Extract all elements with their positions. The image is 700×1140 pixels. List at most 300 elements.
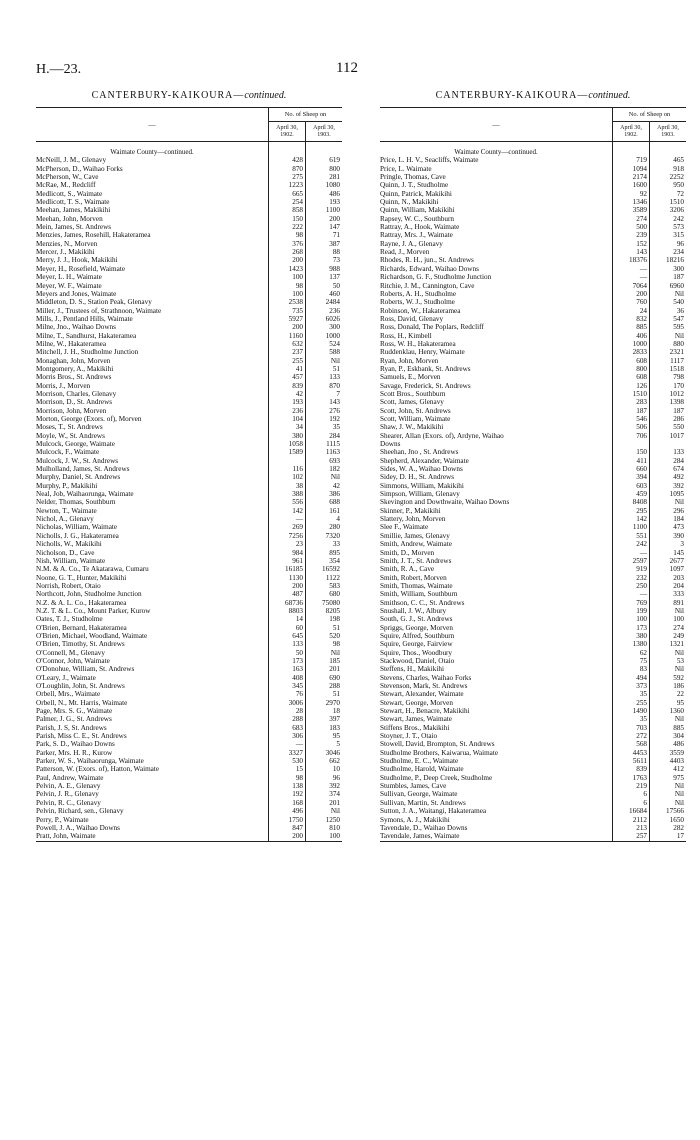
owner-name: Murphy, P., Makikihi xyxy=(36,481,98,490)
section-spacer xyxy=(269,142,306,157)
table-row xyxy=(380,782,686,790)
owner-name: Symons, A. J., Makikihi xyxy=(380,815,450,824)
table-row xyxy=(380,273,686,281)
sheep-1902: 143 xyxy=(613,248,650,256)
sheep-1903: 96 xyxy=(676,239,684,248)
table-row xyxy=(380,690,686,698)
sheep-1902: 847 xyxy=(269,824,306,832)
sheep-1902: 3589 xyxy=(613,206,650,214)
table-row xyxy=(36,482,342,490)
section-spacer xyxy=(613,142,650,157)
owner-name: Scott, John, St. Andrews xyxy=(380,406,451,415)
owner-name: Squire, George, Fairview xyxy=(380,640,453,649)
owner-name: Mulcock, F., Waimate xyxy=(36,448,100,457)
sheep-1903: 2484 xyxy=(325,298,340,307)
table-row xyxy=(36,574,342,582)
owner-name: Orbell, N., Mt. Harris, Waimate xyxy=(36,698,128,707)
table-row xyxy=(380,557,686,565)
table-row xyxy=(36,523,342,531)
owner-name: McPherson, D., Waihao Forks xyxy=(36,164,123,173)
sheep-1902: 142 xyxy=(269,507,306,515)
section-spacer xyxy=(650,142,687,157)
table-row xyxy=(36,390,342,398)
owner-name: Morrison, D., St. Andrews xyxy=(36,398,113,407)
table-row xyxy=(380,540,686,548)
owner-name: Pelvin, R. C., Glenavy xyxy=(36,798,101,807)
sheep-1902: 35 xyxy=(613,690,650,698)
sheep-1903: 810 xyxy=(329,823,340,832)
owner-name: Quinn, J. T., Studholme xyxy=(380,181,449,190)
sheep-1903: 662 xyxy=(329,757,340,766)
table-row xyxy=(380,240,686,248)
owner-name: Morton, George (Exors. of), Morven xyxy=(36,415,142,423)
table-row xyxy=(380,624,686,632)
owner-name: Moses, T., St. Andrews xyxy=(36,423,103,432)
sheep-1902: 237 xyxy=(269,348,306,356)
sheep-1902: 8408 xyxy=(613,498,650,506)
owner-name: Scott, James, Glenavy xyxy=(380,398,444,407)
sheep-1902: 858 xyxy=(269,206,306,214)
sheep-1903: 520 xyxy=(329,631,340,640)
sheep-1902: 1763 xyxy=(613,774,650,782)
owner-name: Stewart, Alexander, Waimate xyxy=(380,690,464,699)
sheep-1903: 690 xyxy=(329,673,340,682)
sheep-1903: 280 xyxy=(329,523,340,532)
sheep-1903: 412 xyxy=(673,765,684,774)
sheep-1902: 530 xyxy=(269,757,306,765)
owner-name: N.M. & A. Co., Te Akatarawa, Cumaru xyxy=(36,565,149,574)
owner-name: Shaw, J. W., Makikihi xyxy=(380,423,444,432)
sheep-1902: 199 xyxy=(613,607,650,615)
sheep-1902: 242 xyxy=(613,540,650,548)
table-row xyxy=(36,473,342,481)
sheep-1903: Nil xyxy=(674,606,684,615)
sheep-1902: — xyxy=(269,515,306,523)
sheep-1903: 201 xyxy=(329,665,340,674)
left-sheep-table xyxy=(36,107,342,842)
table-row xyxy=(380,348,686,356)
left-header-1902: April 30, 1902. xyxy=(269,122,306,142)
sheep-1903: 17566 xyxy=(666,807,684,816)
left-name-header: — xyxy=(36,108,269,142)
sheep-1903: 3559 xyxy=(669,748,684,757)
owner-name: Richards, Edward, Waihao Downs xyxy=(380,264,479,273)
table-row xyxy=(380,498,686,506)
owner-name: O'Brien, Michael, Woodland, Waimate xyxy=(36,631,148,640)
sheep-1902: 919 xyxy=(613,565,650,573)
owner-name: Stewart, George, Morven xyxy=(380,698,453,707)
right-sheep-table xyxy=(380,107,686,842)
sheep-1902: 406 xyxy=(613,332,650,340)
sheep-1903: 71 xyxy=(332,231,340,240)
sheep-1903: 4403 xyxy=(669,757,684,766)
sheep-1902: 200 xyxy=(269,323,306,331)
owner-name: Stiffens Bros., Makikihi xyxy=(380,723,450,732)
owner-name: O'Brien, Timothy, St. Andrews xyxy=(36,640,125,649)
sheep-1902: 173 xyxy=(269,657,306,665)
sheep-1903: 1012 xyxy=(669,389,684,398)
sheep-1903: 465 xyxy=(673,156,684,165)
owner-name: Steffens, H., Makikihi xyxy=(380,665,444,674)
sheep-1903: 193 xyxy=(329,198,340,207)
table-row xyxy=(380,223,686,231)
sheep-1902: 1160 xyxy=(269,332,306,340)
sheep-1903: 286 xyxy=(673,415,684,423)
owner-name: Richardson, G. F., Studholme Junction xyxy=(380,273,492,282)
owner-name: Perry, P., Waimate xyxy=(36,815,89,824)
sheep-1903 xyxy=(650,440,687,448)
owner-name: Meyers and Jones, Waimate xyxy=(36,289,117,298)
sheep-1902: 769 xyxy=(613,599,650,607)
owner-name: Smith, R. A., Cave xyxy=(380,565,435,574)
table-row xyxy=(380,181,686,189)
sheep-1902: 192 xyxy=(269,790,306,798)
owner-name: Stewart, James, Waimate xyxy=(380,715,452,724)
sheep-1902: 832 xyxy=(613,315,650,323)
sheep-1903: 315 xyxy=(673,231,684,240)
sheep-1902: 703 xyxy=(613,724,650,732)
sheep-1902: 839 xyxy=(613,765,650,773)
sheep-1903: 3 xyxy=(680,540,684,549)
table-row xyxy=(380,490,686,498)
sheep-1902: 719 xyxy=(613,156,650,164)
table-row xyxy=(36,215,342,223)
owner-name: McPherson, W., Cave xyxy=(36,173,99,182)
table-row xyxy=(36,457,342,465)
sheep-1903: 7320 xyxy=(325,531,340,540)
owner-name: Savage, Frederick, St. Andrews xyxy=(380,381,471,390)
table-row xyxy=(36,715,342,723)
table-row xyxy=(380,398,686,406)
table-row xyxy=(380,590,686,598)
sheep-1903: 550 xyxy=(673,423,684,432)
table-row xyxy=(380,432,686,440)
sheep-1902: 133 xyxy=(269,640,306,648)
table-row xyxy=(380,674,686,682)
owner-name: Studholme, E. C., Waimate xyxy=(380,757,459,766)
sheep-1902: 760 xyxy=(613,298,650,306)
sheep-1903: 201 xyxy=(329,798,340,807)
sheep-1903: 1163 xyxy=(325,448,340,457)
sheep-1903: 170 xyxy=(673,381,684,390)
sheep-1902: 546 xyxy=(613,415,650,423)
table-row xyxy=(36,432,342,440)
table-row xyxy=(380,248,686,256)
sheep-1903: 2321 xyxy=(669,348,684,357)
sheep-1902: 250 xyxy=(613,582,650,590)
sheep-1903: 42 xyxy=(332,481,340,490)
sheep-1902: 269 xyxy=(269,523,306,531)
sheep-1902: 213 xyxy=(613,824,650,832)
owner-name: Parker, W. S., Waihaorunga, Waimate xyxy=(36,757,144,766)
sheep-1903: Nil xyxy=(330,473,340,482)
owner-name: Smillie, James, Glenavy xyxy=(380,531,450,540)
table-row xyxy=(36,690,342,698)
owner-name: Pelvin, Richard, sen., Glenavy xyxy=(36,807,124,816)
table-row xyxy=(380,165,686,173)
owner-name: Mills, J., Pentland Hills, Waimate xyxy=(36,314,133,323)
sheep-1903: 200 xyxy=(329,214,340,223)
sheep-1902: 394 xyxy=(613,473,650,481)
sheep-1903: 392 xyxy=(329,782,340,791)
sheep-1903: 145 xyxy=(673,548,684,557)
sheep-1903: 8205 xyxy=(325,606,340,615)
sheep-1902: 14 xyxy=(269,615,306,623)
sheep-1902: 1223 xyxy=(269,181,306,189)
sheep-1903: 4 xyxy=(336,515,340,524)
owner-name: Park, S. D., Waihao Downs xyxy=(36,740,115,749)
table-row xyxy=(36,532,342,540)
sheep-1902: — xyxy=(613,590,650,598)
owner-name: Medlicott, S., Waimate xyxy=(36,189,103,198)
sheep-1902: — xyxy=(613,549,650,557)
owner-name: Parish, J. S, St. Andrews xyxy=(36,723,107,732)
owner-name: McRae, M., Redcliff xyxy=(36,181,96,190)
sheep-1902: 306 xyxy=(269,732,306,740)
owner-name: Miller, J., Trustees of, Strathnoon, Waimate xyxy=(36,306,162,315)
owner-name: Sutton, J. A., Waitangi, Hakateramea xyxy=(380,807,487,816)
sheep-1902: 283 xyxy=(613,398,650,406)
sheep-1902: 18376 xyxy=(613,256,650,264)
sheep-1903: Nil xyxy=(674,665,684,674)
table-row xyxy=(380,582,686,590)
table-row xyxy=(36,440,342,448)
sheep-1902: 665 xyxy=(269,190,306,198)
sheep-1903: 284 xyxy=(673,456,684,465)
table-row xyxy=(36,231,342,239)
owner-name: Ross, Donald, The Poplars, Redcliff xyxy=(380,323,484,332)
owner-name: Meyer, W. F., Waimate xyxy=(36,281,102,290)
sheep-1903: 1095 xyxy=(669,490,684,499)
owner-name: Sheehan, Jno , St. Andrews xyxy=(380,448,459,457)
sheep-1902: 100 xyxy=(269,273,306,281)
owner-name: Stewart, H., Benacre, Makikihi xyxy=(380,707,470,716)
owner-name: Merry, J. J., Hook, Makikihi xyxy=(36,256,118,265)
table-row xyxy=(380,665,686,673)
sheep-1903: 3206 xyxy=(669,206,684,215)
table-row xyxy=(380,574,686,582)
sheep-1902: 254 xyxy=(269,198,306,206)
sheep-1903: 573 xyxy=(673,223,684,232)
sheep-1902: 645 xyxy=(269,632,306,640)
sheep-1903: 133 xyxy=(329,373,340,382)
sheep-1903: 798 xyxy=(673,373,684,382)
table-row xyxy=(36,323,342,331)
table-row xyxy=(380,198,686,206)
sheep-1903: 73 xyxy=(332,256,340,265)
sheep-1902: 200 xyxy=(269,832,306,841)
sheep-1902: 2112 xyxy=(613,816,650,824)
owner-name: Smith, Andrew, Waimate xyxy=(380,540,452,549)
sheep-1902: 272 xyxy=(613,732,650,740)
sheep-1902: 257 xyxy=(613,832,650,841)
sheep-1902: 236 xyxy=(269,407,306,415)
table-row xyxy=(380,373,686,381)
owner-name: Studholme Brothers, Kaiwarua, Waimate xyxy=(380,748,499,757)
owner-name: Northcott, John, Studholme Junction xyxy=(36,590,142,599)
owner-name: Page, Mrs. S. G., Waimate xyxy=(36,707,113,716)
sheep-1903: 51 xyxy=(332,623,340,632)
sheep-1903: 143 xyxy=(329,398,340,407)
owner-name: Meehan, James, Makikihi xyxy=(36,206,111,215)
table-row xyxy=(380,749,686,757)
sheep-1903: 161 xyxy=(329,506,340,515)
sheep-1902: 163 xyxy=(269,665,306,673)
sheep-1903: 53 xyxy=(676,656,684,665)
sheep-1902: 83 xyxy=(613,665,650,673)
table-row xyxy=(380,732,686,740)
table-row xyxy=(380,657,686,665)
table-row xyxy=(36,832,342,841)
table-row xyxy=(36,273,342,281)
sheep-1903: 1000 xyxy=(325,331,340,340)
sheep-1902: 150 xyxy=(269,215,306,223)
table-row xyxy=(36,790,342,798)
owner-name: Pelvin, A. E., Glenavy xyxy=(36,782,101,791)
table-row xyxy=(36,607,342,615)
sheep-1903: 242 xyxy=(673,214,684,223)
table-row xyxy=(36,807,342,815)
sheep-1902: 3006 xyxy=(269,699,306,707)
table-row xyxy=(36,590,342,598)
owner-name: Morris, J., Morven xyxy=(36,381,91,390)
sheep-1902: 275 xyxy=(269,173,306,181)
owner-name: O'Leary, J., Waimate xyxy=(36,673,96,682)
sheep-1903: 249 xyxy=(673,631,684,640)
sheep-1903: 540 xyxy=(673,298,684,307)
table-row xyxy=(380,173,686,181)
owner-name: Norrish, Robert, Otaio xyxy=(36,581,101,590)
sheep-1902 xyxy=(269,457,306,465)
table-row xyxy=(380,532,686,540)
owner-name: Mein, James, St. Andrews xyxy=(36,223,112,232)
table-row xyxy=(36,824,342,832)
sheep-1903: 988 xyxy=(329,264,340,273)
table-row xyxy=(36,540,342,548)
sheep-1903: 187 xyxy=(673,406,684,415)
sheep-1903: 390 xyxy=(673,531,684,540)
table-row xyxy=(380,357,686,365)
sheep-1902: 3327 xyxy=(269,749,306,757)
sheep-1902: 984 xyxy=(269,549,306,557)
sheep-1903: 288 xyxy=(329,682,340,690)
sheep-1902: 373 xyxy=(613,682,650,690)
table-row xyxy=(380,649,686,657)
sheep-1903: 1097 xyxy=(669,565,684,574)
owner-name: Stoyner, J. T., Otaio xyxy=(380,732,438,741)
table-row xyxy=(380,332,686,340)
left-column-title xyxy=(36,90,342,101)
sheep-1902: 255 xyxy=(613,699,650,707)
sheep-1902: 632 xyxy=(269,340,306,348)
left-section-heading xyxy=(36,142,342,157)
sheep-1903: 203 xyxy=(673,573,684,582)
owner-name: Rhodes, R. H., jun., St. Andrews xyxy=(380,256,474,265)
sheep-1903: Nil xyxy=(674,331,684,340)
owner-name: South, G. J., St. Andrews xyxy=(380,615,453,624)
table-row xyxy=(380,323,686,331)
sheep-1902: 219 xyxy=(613,782,650,790)
table-row xyxy=(36,307,342,315)
owner-name: Samuels, E., Morven xyxy=(380,373,441,382)
owner-name: McNeill, J. M., Glenavy xyxy=(36,156,107,165)
sheep-1902: 6 xyxy=(613,799,650,807)
table-row xyxy=(380,282,686,290)
owner-name: Murphy, Daniel, St. Andrews xyxy=(36,473,121,482)
owner-name: Downs xyxy=(380,440,401,449)
sheep-1903: 2677 xyxy=(669,556,684,565)
sheep-1902: 2174 xyxy=(613,173,650,181)
sheep-1903: 182 xyxy=(329,465,340,474)
sheep-1903: 1100 xyxy=(325,206,340,215)
table-row xyxy=(380,757,686,765)
sheep-1903: 284 xyxy=(329,431,340,440)
sheep-1903: 800 xyxy=(329,164,340,173)
sheep-1902: 222 xyxy=(269,223,306,231)
sheep-1903: 891 xyxy=(673,598,684,607)
owner-name: Sidey, D. H., St. Andrews xyxy=(380,473,455,482)
sheep-1903: 18 xyxy=(332,707,340,716)
sheep-1902: 38 xyxy=(269,482,306,490)
sheep-1902: 388 xyxy=(269,490,306,498)
sheep-1902: 568 xyxy=(613,740,650,748)
owner-name: Smith, Robert, Morven xyxy=(380,573,447,582)
sheep-1902: 1380 xyxy=(613,640,650,648)
owner-name: Studholme, Harold, Waimate xyxy=(380,765,464,774)
table-row xyxy=(380,640,686,648)
sheep-1902: 76 xyxy=(269,690,306,698)
table-row xyxy=(36,816,342,824)
owner-name: Roberts, A. H., Studholme xyxy=(380,289,457,298)
sheep-1903: 72 xyxy=(676,189,684,198)
sheep-1903: Nil xyxy=(330,648,340,657)
owner-name: Meyer, H., Rosefield, Waimate xyxy=(36,264,126,273)
table-row xyxy=(380,774,686,782)
sheep-1903: Nil xyxy=(674,715,684,724)
sheep-1902: 126 xyxy=(613,382,650,390)
sheep-1902: 7256 xyxy=(269,532,306,540)
sheep-1902: 232 xyxy=(613,574,650,582)
table-row xyxy=(36,190,342,198)
page-reference: H.—23. xyxy=(36,62,82,77)
owner-name: Neal, Job, Waihaorunga, Waimate xyxy=(36,490,134,499)
owner-name: Pringle, Thomas, Cave xyxy=(380,173,446,182)
owner-name: Morris Bros., St. Andrews xyxy=(36,373,112,382)
table-row xyxy=(380,715,686,723)
owner-name: Nichol, A., Glenavy xyxy=(36,515,94,524)
sheep-1902: — xyxy=(613,273,650,281)
table-row xyxy=(36,732,342,740)
owner-name: Ross, W. H., Hakateramea xyxy=(380,339,456,348)
owner-name: Morrison, Charles, Glenavy xyxy=(36,389,117,398)
sheep-1903: 296 xyxy=(673,506,684,515)
table-row xyxy=(36,565,342,573)
table-row xyxy=(36,615,342,623)
table-row xyxy=(380,824,686,832)
table-row xyxy=(36,206,342,214)
sheep-1903: 547 xyxy=(673,314,684,323)
owner-name: N.Z. & A. L. Co., Hakateramea xyxy=(36,598,127,607)
table-row xyxy=(36,156,342,164)
owner-name: Read, J., Morven xyxy=(380,248,430,257)
sheep-1902: 1589 xyxy=(269,448,306,456)
sheep-1903: 2252 xyxy=(669,173,684,182)
table-row xyxy=(380,465,686,473)
sheep-1902: 500 xyxy=(613,223,650,231)
owner-name: Mulcock, J. W., St. Andrews xyxy=(36,456,119,465)
sheep-1902: 62 xyxy=(613,649,650,657)
sheep-1903: 33 xyxy=(332,540,340,549)
